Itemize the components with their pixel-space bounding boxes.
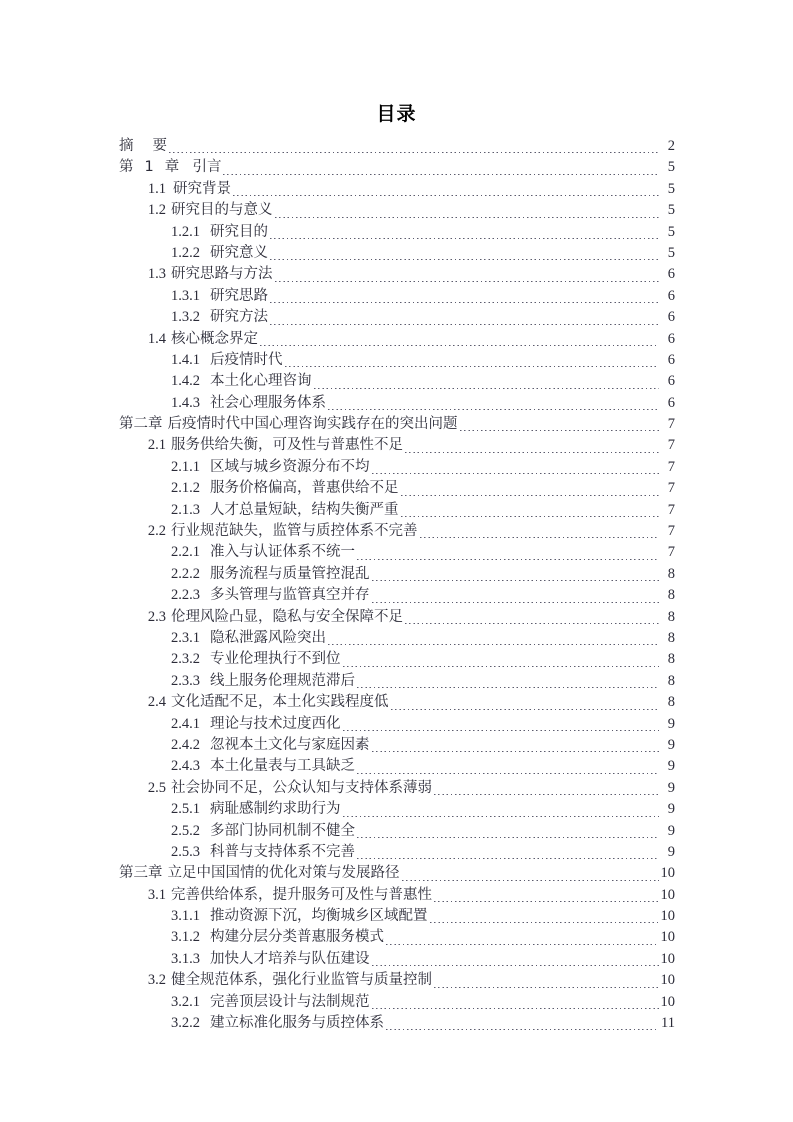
toc-page-number: 9 <box>667 758 675 775</box>
table-of-contents <box>119 136 675 1034</box>
toc-page-number: 8 <box>667 587 675 604</box>
toc-entry-label: 行业规范缺失，监管与质控体系不完善 <box>171 523 418 540</box>
toc-page-number: 5 <box>667 202 675 219</box>
toc-entry-number: 1.4.3 <box>171 394 200 411</box>
toc-page-number: 9 <box>667 801 675 818</box>
toc-dot-leader <box>275 281 660 282</box>
toc-dot-leader <box>357 559 659 560</box>
toc-dot-leader <box>386 944 659 945</box>
toc-page-number: 8 <box>667 565 675 582</box>
toc-entry-label: 核心概念界定 <box>171 330 258 347</box>
toc-entry[interactable] <box>119 243 675 264</box>
toc-entry-label: 完善顶层设计与法制规范 <box>210 993 370 1010</box>
toc-entry-number: 1.3.2 <box>171 309 200 326</box>
toc-dot-leader <box>270 259 659 260</box>
toc-entry-label: 文化适配不足，本土化实践程度低 <box>171 694 389 711</box>
toc-entry-number: 1.4.2 <box>171 373 200 390</box>
toc-entry-number: 3.1.2 <box>171 929 200 946</box>
toc-page-number: 5 <box>667 244 675 261</box>
toc-page-number: 6 <box>667 330 675 347</box>
toc-entry-number: 3.2 <box>147 972 166 989</box>
toc-dot-leader <box>357 837 659 838</box>
toc-entry-number: 2.5.2 <box>171 822 200 839</box>
toc-entry-number: 第二章 <box>119 416 163 433</box>
toc-entry-label: 理论与技术过度西化 <box>210 715 341 732</box>
toc-entry-label: 引言 <box>192 159 222 176</box>
toc-entry-number: 1.1 <box>147 180 166 197</box>
toc-page-number: 9 <box>667 822 675 839</box>
toc-page-number: 9 <box>667 715 675 732</box>
toc-entry-label: 服务流程与质量管控混乱 <box>210 565 370 582</box>
toc-page-number: 7 <box>667 544 675 561</box>
toc-page-number: 7 <box>667 501 675 518</box>
toc-entry[interactable] <box>119 478 675 499</box>
toc-entry[interactable] <box>119 585 675 606</box>
toc-entry-number: 2.4.1 <box>171 715 200 732</box>
toc-page-number: 9 <box>667 736 675 753</box>
toc-entry-label: 推动资源下沉，均衡城乡区域配置 <box>210 908 428 925</box>
toc-entry-number: 2.1.2 <box>171 480 200 497</box>
toc-dot-leader <box>402 880 659 881</box>
toc-dot-leader <box>430 922 659 923</box>
toc-entry[interactable] <box>119 435 675 456</box>
toc-entry-number: 1.2.2 <box>171 244 200 261</box>
toc-page-number: 10 <box>660 993 675 1010</box>
toc-entry[interactable] <box>119 1013 675 1034</box>
toc-entry[interactable] <box>119 885 675 906</box>
toc-dot-leader <box>372 580 660 581</box>
toc-page-number: 10 <box>660 865 675 882</box>
toc-page-number: 6 <box>667 266 675 283</box>
toc-entry-number: 第 1 章 <box>119 159 183 176</box>
toc-dot-leader <box>357 773 659 774</box>
toc-entry-number: 2.5.3 <box>171 843 200 860</box>
toc-dot-leader <box>391 709 660 710</box>
toc-dot-leader <box>343 816 660 817</box>
toc-entry-number: 2.3.3 <box>171 672 200 689</box>
toc-page-number: 5 <box>667 159 675 176</box>
toc-entry-number: 1.2 <box>147 202 166 219</box>
toc-entry-number: 2.3.2 <box>171 651 200 668</box>
toc-entry-number: 1.3 <box>147 266 166 283</box>
toc-entry-number: 3.1.3 <box>171 950 200 967</box>
toc-entry-number: 2.5.1 <box>171 801 200 818</box>
toc-dot-leader <box>270 324 659 325</box>
toc-page-number: 8 <box>667 694 675 711</box>
toc-entry-number: 2.1.3 <box>171 501 200 518</box>
toc-dot-leader <box>460 430 660 431</box>
toc-entry[interactable] <box>119 264 675 285</box>
toc-entry[interactable] <box>119 607 675 628</box>
toc-entry-label: 研究意义 <box>210 244 268 261</box>
toc-entry-label: 研究方法 <box>210 309 268 326</box>
toc-entry-label: 伦理风险凸显，隐私与安全保障不足 <box>171 608 403 625</box>
toc-page-number: 10 <box>660 950 675 967</box>
toc-entry-label: 本土化量表与工具缺乏 <box>210 758 355 775</box>
toc-entry-label: 服务价格偏高，普惠供给不足 <box>210 480 399 497</box>
toc-entry-label: 研究思路与方法 <box>171 266 273 283</box>
toc-entry-number: 2.2.3 <box>171 587 200 604</box>
toc-entry-label: 隐私泄露风险突出 <box>210 629 326 646</box>
toc-entry-label: 社会协同不足，公众认知与支持体系薄弱 <box>171 779 432 796</box>
toc-entry[interactable] <box>119 179 675 200</box>
toc-entry[interactable] <box>119 564 675 585</box>
toc-entry[interactable] <box>119 200 675 221</box>
toc-entry[interactable] <box>119 970 675 991</box>
toc-dot-leader <box>357 858 659 859</box>
toc-entry-label: 线上服务伦理规范滞后 <box>210 672 355 689</box>
toc-dot-leader <box>223 174 659 175</box>
toc-entry[interactable] <box>119 692 675 713</box>
toc-page-number: 10 <box>660 908 675 925</box>
toc-entry-label: 研究背景 <box>173 180 231 197</box>
toc-dot-leader <box>328 644 659 645</box>
toc-entry-label: 后疫情时代中国心理咨询实践存在的突出问题 <box>167 416 458 433</box>
toc-entry-label: 社会心理服务体系 <box>210 394 326 411</box>
toc-entry[interactable] <box>119 714 675 735</box>
toc-dot-leader <box>270 302 659 303</box>
toc-page-number: 7 <box>667 416 675 433</box>
toc-entry[interactable] <box>119 286 675 307</box>
toc-page-number: 6 <box>667 309 675 326</box>
toc-entry[interactable] <box>119 628 675 649</box>
toc-entry[interactable] <box>119 778 675 799</box>
toc-page-number: 7 <box>667 458 675 475</box>
toc-entry-label: 本土化心理咨询 <box>210 373 312 390</box>
toc-entry-number: 1.4 <box>147 330 166 347</box>
toc-page-number: 10 <box>660 886 675 903</box>
toc-entry[interactable] <box>119 307 675 328</box>
toc-page-number: 10 <box>660 929 675 946</box>
toc-entry-label: 研究目的 <box>210 223 268 240</box>
toc-page-number: 9 <box>667 843 675 860</box>
toc-entry-number: 3.1 <box>147 886 166 903</box>
toc-page-number: 6 <box>667 351 675 368</box>
toc-entry[interactable] <box>119 457 675 478</box>
toc-page-number: 7 <box>667 480 675 497</box>
toc-entry[interactable] <box>119 542 675 563</box>
toc-entry-label: 区域与城乡资源分布不均 <box>210 458 370 475</box>
toc-page-number: 9 <box>667 779 675 796</box>
toc-page-number: 11 <box>661 1015 675 1032</box>
toc-page-number: 6 <box>667 287 675 304</box>
toc-entry[interactable] <box>119 756 675 777</box>
toc-dot-leader <box>357 687 659 688</box>
toc-entry-label: 忽视本土文化与家庭因素 <box>210 736 370 753</box>
toc-entry-number: 摘 <box>119 138 134 154</box>
toc-page-number: 8 <box>667 629 675 646</box>
toc-entry-label: 专业伦理执行不到位 <box>210 651 341 668</box>
toc-dot-leader <box>401 516 660 517</box>
toc-dot-leader <box>343 730 660 731</box>
toc-entry[interactable] <box>119 371 675 392</box>
toc-dot-leader <box>372 965 659 966</box>
toc-dot-leader <box>275 217 660 218</box>
toc-dot-leader <box>420 537 660 538</box>
toc-entry[interactable] <box>119 500 675 521</box>
toc-entry-number: 2.2.2 <box>171 565 200 582</box>
toc-entry[interactable] <box>119 863 675 884</box>
toc-entry-number: 3.2.1 <box>171 993 200 1010</box>
toc-entry-label: 立足中国国情的优化对策与发展路径 <box>167 865 400 882</box>
toc-entry-label: 加快人才培养与队伍建设 <box>210 950 370 967</box>
toc-dot-leader <box>285 366 660 367</box>
toc-page-number: 6 <box>667 394 675 411</box>
toc-entry[interactable] <box>119 222 675 243</box>
toc-entry[interactable] <box>119 671 675 692</box>
toc-page-number: 8 <box>667 608 675 625</box>
toc-entry[interactable] <box>119 799 675 820</box>
toc-dot-leader <box>401 495 660 496</box>
toc-entry-label: 要 <box>152 138 167 154</box>
toc-entry-number: 2.5 <box>147 779 166 796</box>
page-title: 目录 <box>376 103 417 125</box>
toc-page-number: 7 <box>667 523 675 540</box>
toc-entry[interactable] <box>119 649 675 670</box>
toc-entry-label: 构建分层分类普惠服务模式 <box>210 929 384 946</box>
toc-dot-leader <box>405 452 659 453</box>
toc-dot-leader <box>260 345 659 346</box>
toc-entry-number: 1.3.1 <box>171 287 200 304</box>
toc-entry-label: 准入与认证体系不统一 <box>210 544 355 561</box>
toc-page-number: 10 <box>660 972 675 989</box>
toc-entry-number: 1.2.1 <box>171 223 200 240</box>
toc-entry-label: 多头管理与监管真空并存 <box>210 587 370 604</box>
toc-entry-number: 2.1.1 <box>171 458 200 475</box>
toc-dot-leader <box>372 1008 659 1009</box>
toc-entry[interactable] <box>119 821 675 842</box>
toc-entry[interactable] <box>119 992 675 1013</box>
toc-page-number: 5 <box>667 223 675 240</box>
toc-dot-leader <box>434 901 659 902</box>
toc-dot-leader <box>169 152 659 153</box>
toc-entry-label: 病耻感制约求助行为 <box>210 801 341 818</box>
toc-entry[interactable] <box>119 927 675 948</box>
toc-page-number: 8 <box>667 651 675 668</box>
toc-entry-label: 研究目的与意义 <box>171 202 273 219</box>
toc-dot-leader <box>372 473 660 474</box>
toc-page-number: 8 <box>667 672 675 689</box>
toc-page-number: 5 <box>667 180 675 197</box>
toc-entry-number: 1.4.1 <box>171 351 200 368</box>
toc-entry-number: 2.2 <box>147 523 166 540</box>
toc-entry-number: 2.1 <box>147 437 166 454</box>
toc-dot-leader <box>386 1029 659 1030</box>
toc-dot-leader <box>372 751 660 752</box>
toc-entry-label: 健全规范体系，强化行业监管与质量控制 <box>171 972 432 989</box>
toc-entry[interactable] <box>119 414 675 435</box>
toc-dot-leader <box>328 409 659 410</box>
toc-dot-leader <box>314 388 660 389</box>
toc-entry-number: 2.2.1 <box>171 544 200 561</box>
toc-dot-leader <box>434 794 659 795</box>
toc-entry[interactable] <box>119 521 675 542</box>
toc-dot-leader <box>405 623 659 624</box>
toc-entry[interactable] <box>119 350 675 371</box>
toc-entry[interactable] <box>119 136 675 157</box>
toc-entry-number: 2.4.2 <box>171 736 200 753</box>
toc-entry[interactable] <box>119 329 675 350</box>
toc-dot-leader <box>434 987 659 988</box>
toc-entry-label: 多部门协同机制不健全 <box>210 822 355 839</box>
toc-entry[interactable] <box>119 157 675 178</box>
toc-entry-label: 研究思路 <box>210 287 268 304</box>
toc-dot-leader <box>372 602 660 603</box>
toc-entry[interactable] <box>119 842 675 863</box>
toc-entry-number: 2.4 <box>147 694 166 711</box>
toc-entry-number: 3.2.2 <box>171 1015 200 1032</box>
toc-page-number: 6 <box>667 373 675 390</box>
toc-entry-number: 第三章 <box>119 865 163 882</box>
toc-entry-number: 2.4.3 <box>171 758 200 775</box>
toc-entry-label: 完善供给体系，提升服务可及性与普惠性 <box>171 886 432 903</box>
toc-page-number: 7 <box>667 437 675 454</box>
toc-entry-label: 人才总量短缺，结构失衡严重 <box>210 501 399 518</box>
toc-entry-number: 3.1.1 <box>171 908 200 925</box>
toc-entry-label: 后疫情时代 <box>210 351 283 368</box>
toc-dot-leader <box>233 195 659 196</box>
toc-entry-label: 建立标准化服务与质控体系 <box>210 1015 384 1032</box>
toc-page-number: 2 <box>667 138 675 154</box>
toc-entry[interactable] <box>119 393 675 414</box>
toc-entry-label: 服务供给失衡，可及性与普惠性不足 <box>171 437 403 454</box>
toc-entry[interactable] <box>119 735 675 756</box>
toc-entry[interactable] <box>119 949 675 970</box>
toc-dot-leader <box>270 238 659 239</box>
toc-entry-number: 2.3 <box>147 608 166 625</box>
toc-entry-label: 科普与支持体系不完善 <box>210 843 355 860</box>
toc-entry-number: 2.3.1 <box>171 629 200 646</box>
toc-dot-leader <box>343 666 660 667</box>
toc-entry[interactable] <box>119 906 675 927</box>
